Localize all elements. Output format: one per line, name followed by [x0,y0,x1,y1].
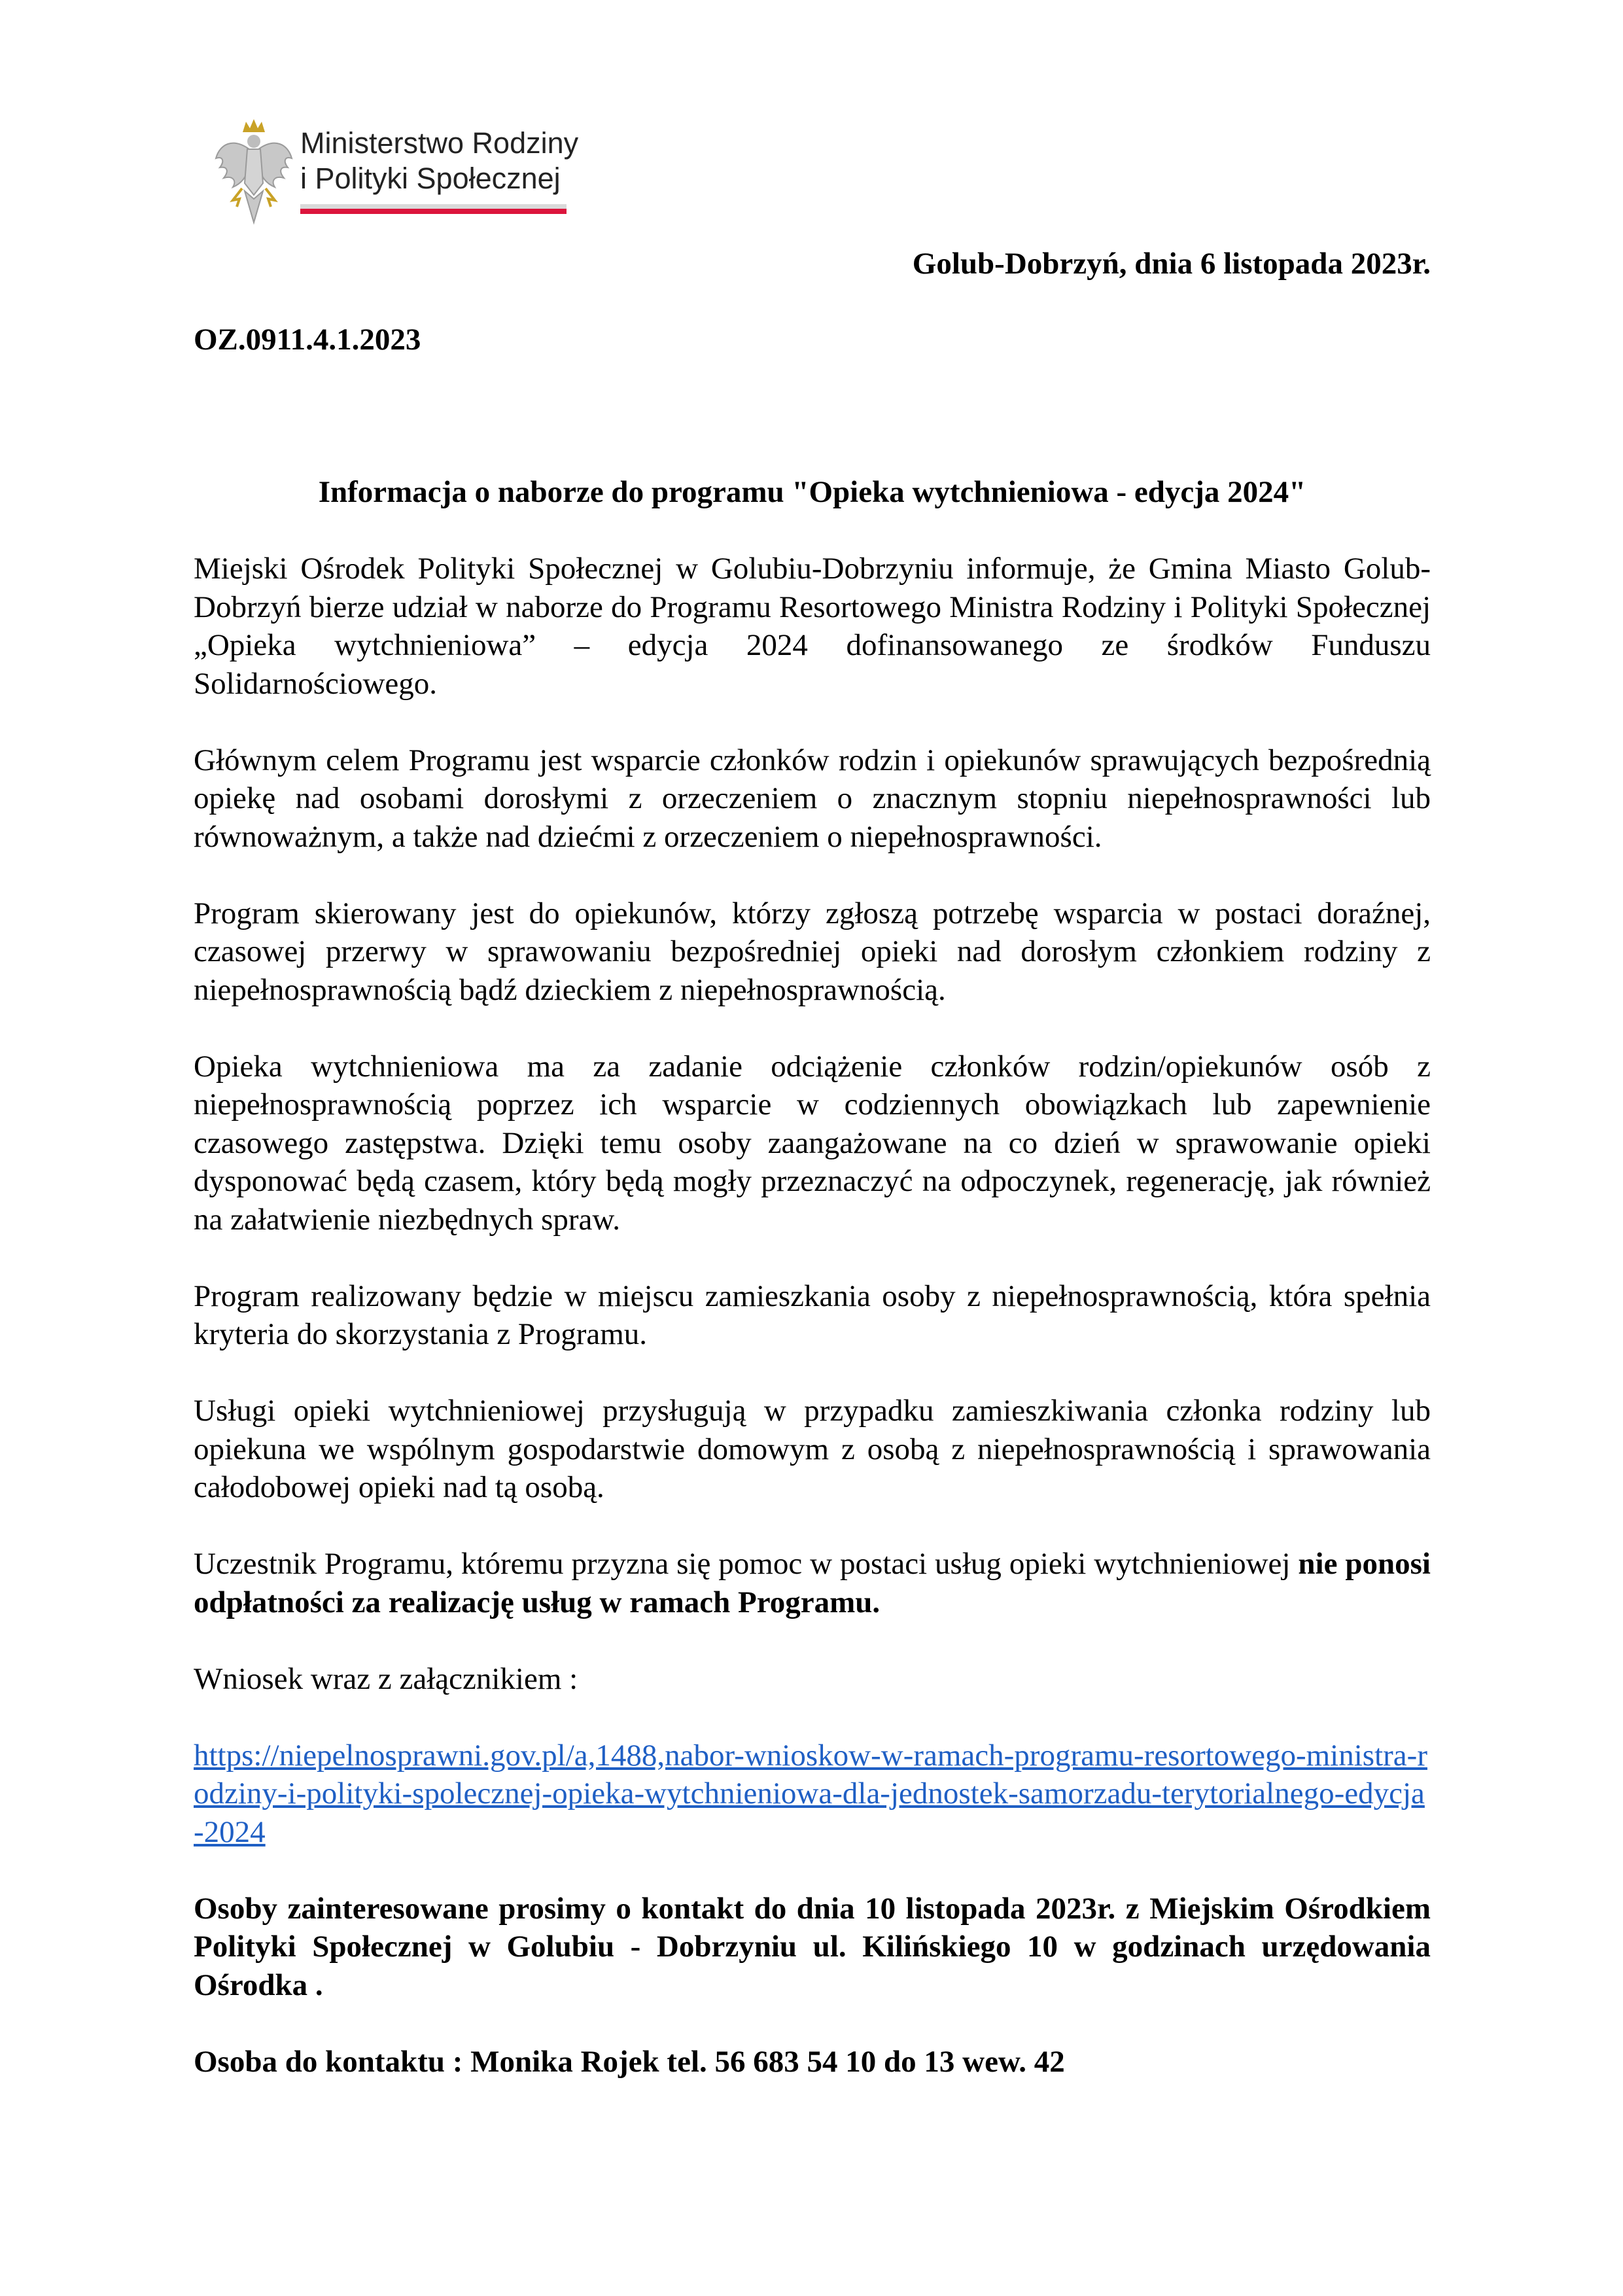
paragraph-link [194,1737,1431,1852]
application-link[interactable]: https://niepelnosprawni.gov.pl/a,1488,nabor-wnioskow-w-ramach-programu-resortowego-ministra-rodziny-i-polityki-spolecznej-opieka-wytchnieniowa-dla-jednostek-samorzadu-terytorialnego-edycja-2024 [194,1738,1427,1849]
logo-flag-red-bar [300,209,567,214]
document-body [194,550,1431,2119]
paragraph-purpose: Opieka wytchnieniowa ma za zadanie odciążenie członków rodzin/opiekunów osób z niepełnosprawnością poprzez ich wsparcie w codziennych obowiązkach lub zapewnienie czasowego zastępstwa. Dzięki temu osoby zaangażowane na co dzień w sprawowanie opieki dysponować będą czasem, który będą mogły przeznaczyć na odpoczynek, regenerację, jak również na załatwienie niezbędnych spraw. [194,1049,1431,1237]
document-title: Informacja o naborze do programu "Opieka wytchnieniowa - edycja 2024" [318,475,1306,509]
ministry-logo [213,118,579,226]
paragraph-application: Wniosek wraz z załącznikiem : [194,1661,578,1696]
paragraph-intro: Miejski Ośrodek Polityki Społecznej w Golubiu-Dobrzyniu informuje, że Gmina Miasto Golub-Dobrzyń bierze udział w naborze do Programu Resortowego Ministra Rodziny i Polityki Społecznej „Opieka wytchnieniowa” – edycja 2024 dofinansowanego ze środków Funduszu Solidarnościowego. [194,552,1431,701]
paragraph-contact-person [194,2043,1431,2081]
logo-text [300,126,578,196]
paragraph-target-group: Program skierowany jest do opiekunów, którzy zgłoszą potrzebę wsparcia w postaci doraźnej, czasowej przerwy w sprawowaniu bezpośredniej opieki nad dorosłym członkiem rodziny z niepełnosprawnością bądź dzieckiem z niepełnosprawnością. [194,896,1431,1007]
reference-number: OZ.0911.4.1.2023 [194,323,421,357]
paragraph-location: Program realizowany będzie w miejscu zamieszkania osoby z niepełnosprawnością, która spełnia kryteria do skorzystania z Programu. [194,1279,1431,1351]
logo-flag-white-bar [300,204,567,209]
contact-person-text: Osoba do kontaktu : Monika Rojek tel. 56 683 54 10 do 13 wew. 42 [194,2044,1065,2079]
paragraph-contact-deadline [194,1890,1431,2005]
cost-bold-text: nie ponosi odpłatności za realizację usług w ramach Programu. [194,1547,1431,1619]
logo-line-1: Ministerstwo Rodziny [300,126,579,160]
paragraph-eligibility: Usługi opieki wytchnieniowej przysługują w przypadku zamieszkiwania członka rodziny lub opiekuna we wspólnym gospodarstwie domowym z osobą z niepełnosprawnością i sprawowania całodobowej opieki nad tą osobą. [194,1394,1431,1504]
contact-deadline-text: Osoby zainteresowane prosimy o kontakt do dnia 10 listopada 2023r. z Miejskim Ośrodkiem Polityki Społecznej w Golubiu - Dobrzyniu ul. Kilińskiego 10 w godzinach urzędowania Ośrodka . [194,1891,1431,2002]
paragraph-goal: Głównym celem Programu jest wsparcie członków rodzin i opiekunów sprawujących bezpośrednią opiekę nad osobami dorosłymi z orzeczeniem o znacznym stopniu niepełnosprawności lub równoważnym, a także nad dziećmi z orzeczeniem o niepełnosprawności. [194,743,1431,854]
document-date: Golub-Dobrzyń, dnia 6 listopada 2023r. [912,247,1431,281]
polish-eagle-icon [213,118,295,226]
logo-line-2: i Polityki Społecznej [300,162,561,195]
paragraph-cost [194,1545,1431,1621]
cost-text: Uczestnik Programu, któremu przyzna się pomoc w postaci usług opieki wytchnieniowej [194,1547,1299,1581]
